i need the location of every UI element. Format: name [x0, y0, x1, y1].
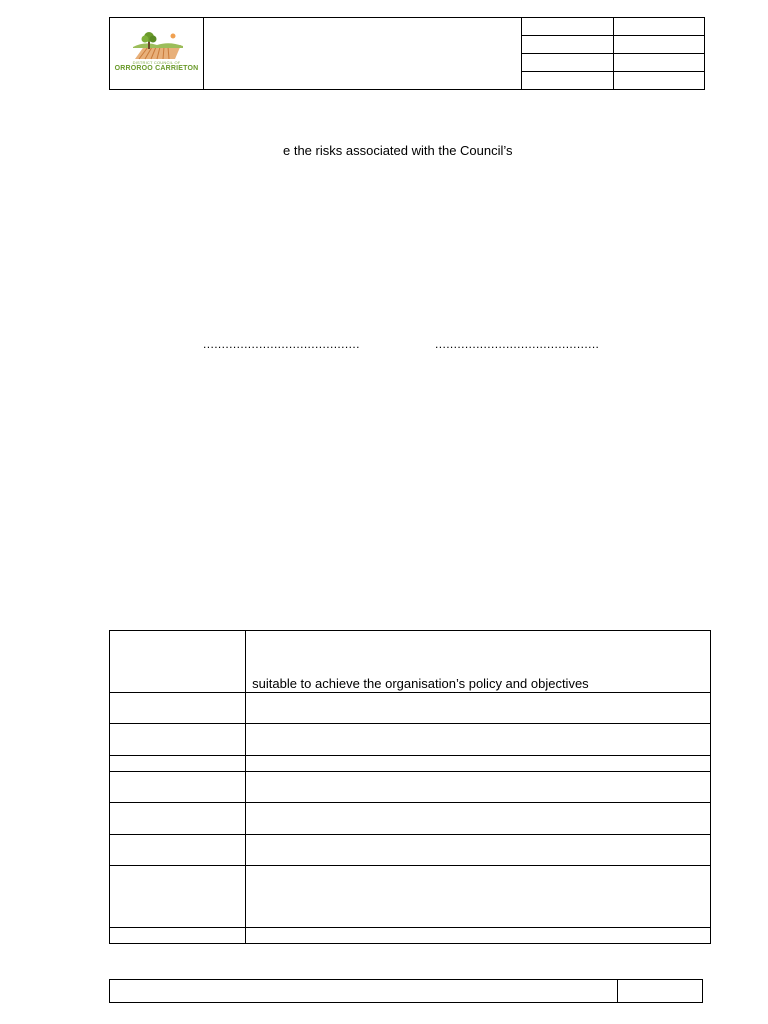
table-row	[110, 756, 711, 772]
intro-text-fragment: e the risks associated with the Council’s	[283, 143, 513, 158]
table-row	[110, 724, 711, 756]
definition-term-cell	[110, 631, 246, 693]
table-row	[110, 928, 711, 944]
meta-label-cell	[522, 18, 614, 36]
signature-line-right: ............................................	[435, 337, 600, 351]
table-row	[110, 835, 711, 866]
signature-line-left: ..........................................	[203, 337, 360, 351]
logo-cell	[110, 18, 204, 90]
definition-term-cell	[110, 928, 246, 944]
definition-text-cell	[246, 803, 711, 835]
table-row	[110, 866, 711, 928]
meta-value-cell	[614, 18, 705, 36]
definition-text-cell	[246, 724, 711, 756]
table-row	[110, 772, 711, 803]
council-logo	[115, 31, 199, 77]
definitions-table	[109, 630, 711, 944]
definition-term-cell	[110, 772, 246, 803]
logo-org-name: ORROROO CARRIETON	[114, 64, 199, 72]
meta-label-cell	[522, 54, 614, 72]
definition-text-cell	[246, 928, 711, 944]
definition-term-cell	[110, 866, 246, 928]
definition-text-cell	[246, 835, 711, 866]
meta-value-cell	[614, 36, 705, 54]
table-row	[110, 693, 711, 724]
table-row	[110, 631, 711, 693]
definition-term-cell	[110, 724, 246, 756]
meta-label-cell	[522, 36, 614, 54]
meta-label-cell	[522, 72, 614, 90]
definition-text-cell: suitable to achieve the organisation’s policy and objectives	[246, 631, 711, 693]
document-header-table	[109, 17, 705, 90]
definition-term-cell	[110, 693, 246, 724]
definition-term-cell	[110, 803, 246, 835]
footer-text-cell	[110, 980, 618, 1003]
definition-text-cell	[246, 772, 711, 803]
definition-term-cell	[110, 756, 246, 772]
definition-text-cell	[246, 866, 711, 928]
meta-value-cell	[614, 54, 705, 72]
council-logo-graphic	[115, 31, 199, 61]
definition-term-cell	[110, 835, 246, 866]
logo-small-caption: DISTRICT COUNCIL OF	[132, 59, 181, 65]
definition-text-cell	[246, 756, 711, 772]
document-title-cell	[204, 18, 522, 90]
meta-value-cell	[614, 72, 705, 90]
definition-text-cell	[246, 693, 711, 724]
table-row	[110, 803, 711, 835]
page-footer-table	[109, 979, 703, 1003]
footer-page-cell	[618, 980, 703, 1003]
